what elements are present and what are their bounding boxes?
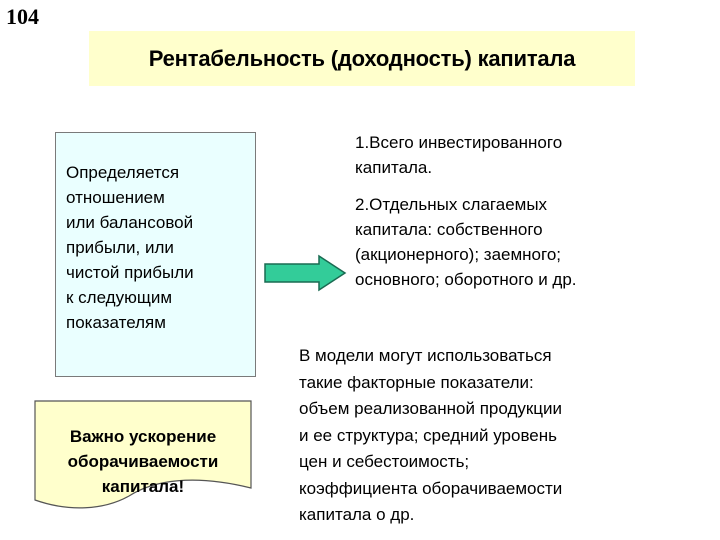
definition-line: чистой прибыли [66, 263, 194, 282]
model-line: В модели могут использоваться [299, 346, 552, 365]
definition-line: к следующим [66, 288, 173, 307]
indicator-line: (акционерного); заемного; [355, 245, 562, 264]
slide-title [89, 31, 635, 86]
indicator-item [355, 130, 685, 180]
indicator-line: 1.Всего инвестированного [355, 133, 563, 152]
definition-line: или балансовой [66, 213, 194, 232]
definition-line: прибыли, или [66, 238, 174, 257]
definition-line: показателям [66, 313, 166, 332]
page-number: 104 [6, 4, 39, 29]
note-line: Важно ускорение [69, 427, 217, 446]
definition-line: отношением [66, 188, 165, 207]
indicator-item [355, 192, 685, 292]
note-callout [34, 400, 252, 510]
indicator-line: 2.Отдельных слагаемых [355, 195, 548, 214]
model-line: такие факторные показатели: [299, 372, 534, 392]
right-arrow-icon [263, 254, 347, 292]
indicator-list [355, 130, 685, 292]
indicator-line: капитала: собственного [355, 220, 543, 239]
model-line: цен и себестоимость; [299, 452, 470, 471]
note-line: капитала! [101, 477, 185, 496]
indicator-line: основного; оборотного и др. [355, 270, 577, 289]
note-line: оборачиваемости [67, 452, 219, 471]
model-factors-text [299, 343, 709, 529]
slide-title-text: Рентабельность (доходность) капитала [148, 45, 576, 71]
indicator-line: капитала. [355, 158, 433, 177]
model-line: объем реализованной продукции [299, 399, 563, 418]
model-line: коэффициента оборачиваемости [299, 478, 563, 498]
note-text [34, 424, 252, 499]
model-line: капитала о др. [299, 505, 415, 524]
model-line: и ее структура; средний уровень [299, 425, 557, 445]
definition-line: Определяется [66, 163, 180, 182]
definition-box [55, 132, 256, 377]
